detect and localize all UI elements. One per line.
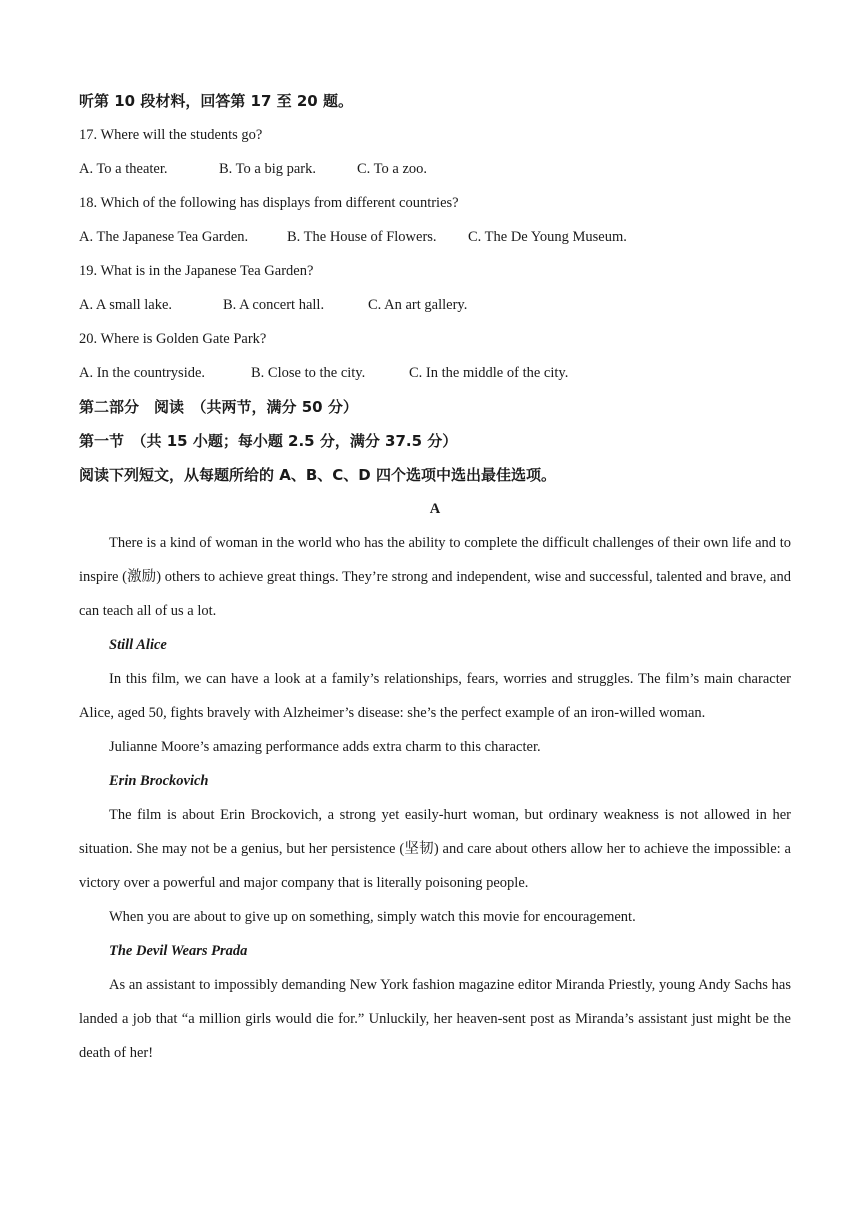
option-c: C. In the middle of the city. bbox=[409, 365, 569, 381]
film-title: Still Alice bbox=[109, 637, 167, 653]
reading-part-header: 第二部分 阅读 （共两节，满分 50 分） bbox=[79, 398, 358, 416]
option-c: C. An art gallery. bbox=[368, 297, 468, 313]
film-paragraph: In this film, we can have a look at a family’s relationships, fears, worries and struggles. The film’s main character Alice, aged 50, fights bravely with Alzheimer’s disease: she’s the perfect example of an iron-willed woman. bbox=[79, 671, 791, 721]
film-paragraph: As an assistant to impossibly demanding New York fashion magazine editor Miranda Priestly, young Andy Sachs has landed a job that “a million girls would die for.” Unluckily, her heaven-sent post as Miranda’s assistant just might be the death of her! bbox=[79, 977, 791, 1061]
film-title: Erin Brockovich bbox=[109, 773, 209, 789]
option-b: B. Close to the city. bbox=[251, 365, 366, 381]
reading-section-header: 第一节 （共 15 小题；每小题 2.5 分，满分 37.5 分） bbox=[79, 432, 458, 450]
question-17-stem: 17. Where will the students go? bbox=[79, 127, 263, 143]
passage-label: A bbox=[429, 501, 441, 517]
film-paragraph: Julianne Moore’s amazing performance adds extra charm to this character. bbox=[109, 739, 541, 755]
reading-instruction: 阅读下列短文，从每题所给的 A、B、C、D 四个选项中选出最佳选项。 bbox=[79, 466, 556, 484]
question-19-stem: 19. What is in the Japanese Tea Garden? bbox=[79, 263, 314, 279]
question-18-stem: 18. Which of the following has displays from different countries? bbox=[79, 195, 459, 211]
question-20-stem: 20. Where is Golden Gate Park? bbox=[79, 331, 267, 347]
option-a: A. In the countryside. bbox=[79, 365, 206, 381]
option-c: C. To a zoo. bbox=[357, 161, 428, 177]
option-b: B. The House of Flowers. bbox=[287, 229, 437, 245]
question-18-options bbox=[79, 220, 791, 254]
option-c: C. The De Young Museum. bbox=[468, 229, 627, 245]
question-19-options bbox=[79, 288, 791, 322]
exam-page bbox=[79, 84, 791, 1070]
film-paragraph: The film is about Erin Brockovich, a strong yet easily-hurt woman, but ordinary weakness is not allowed in her situation. She may not be a genius, but her persistence (坚韧) and care about others allow her to achieve the impossible: a victory over a powerful and major company that is literally poisoning people. bbox=[79, 807, 791, 891]
film-paragraph: When you are about to give up on something, simply watch this movie for encouragement. bbox=[109, 909, 636, 925]
question-17-options bbox=[79, 152, 791, 186]
option-a: A. To a theater. bbox=[79, 161, 168, 177]
option-b: B. To a big park. bbox=[219, 161, 316, 177]
option-b: B. A concert hall. bbox=[223, 297, 325, 313]
passage-intro: There is a kind of woman in the world who has the ability to complete the difficult challenges of their own life and to inspire (激励) others to achieve great things. They’re strong and independent, wise and successful, talented and brave, and can teach all of us a lot. bbox=[79, 535, 791, 619]
listening-section-header: 听第 10 段材料，回答第 17 至 20 题。 bbox=[79, 92, 353, 110]
option-a: A. The Japanese Tea Garden. bbox=[79, 229, 249, 245]
film-title: The Devil Wears Prada bbox=[109, 943, 248, 959]
option-a: A. A small lake. bbox=[79, 297, 173, 313]
question-20-options bbox=[79, 356, 791, 390]
